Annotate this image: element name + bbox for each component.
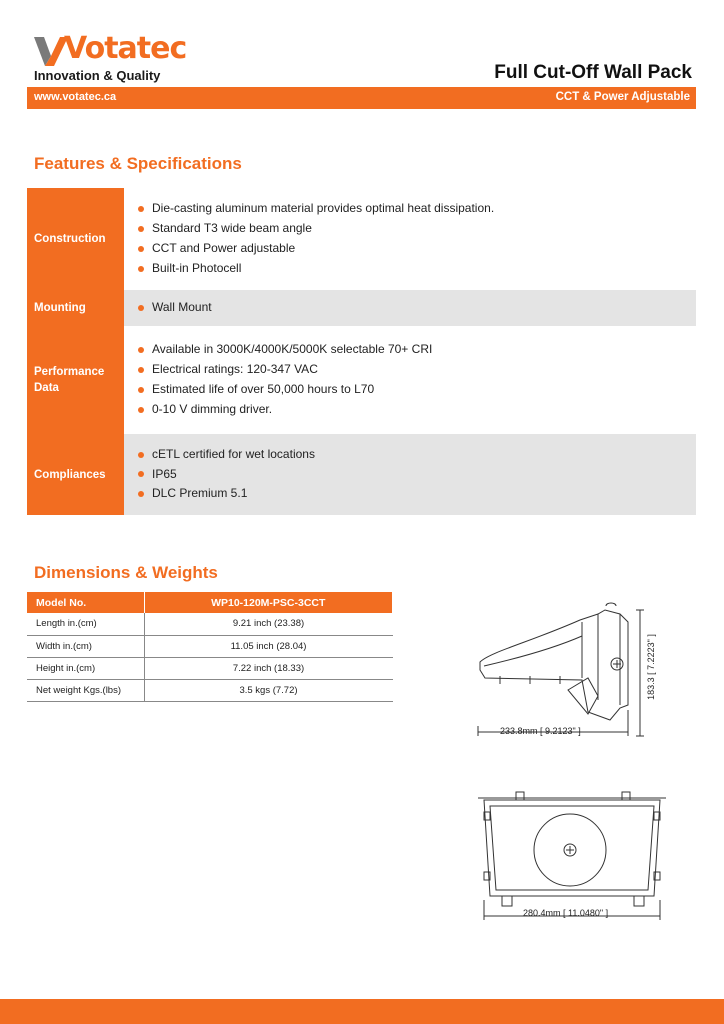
tagline: Innovation & Quality: [34, 68, 161, 83]
table-header-row: [27, 592, 393, 613]
list-item: [138, 219, 696, 239]
list-item-text: IP65: [152, 466, 177, 481]
list-item-text: cETL certified for wet locations: [152, 446, 315, 461]
table-row: [27, 657, 393, 679]
list-item: [138, 239, 696, 259]
votatec-logo: [34, 31, 187, 66]
feature-items: [124, 434, 696, 515]
table-cell: 11.05 inch (28.04): [144, 635, 393, 657]
bullet-icon: [138, 206, 144, 212]
feature-row-performance: [27, 326, 696, 434]
front-width-label: 280.4mm [ 11.0480" ]: [523, 908, 609, 918]
footer-bar: [0, 999, 724, 1024]
list-item-text: CCT and Power adjustable: [152, 241, 296, 255]
feature-items: [124, 188, 696, 290]
feature-row-mounting: [27, 290, 696, 326]
list-item-text: 0-10 V dimming driver.: [152, 401, 273, 416]
features-table: [27, 188, 696, 515]
bullet-icon: [138, 367, 144, 373]
feature-items: [124, 326, 696, 434]
table-cell: Net weight Kgs.(lbs): [27, 679, 144, 701]
side-width-label: 233.8mm [ 9.2123" ]: [500, 726, 581, 736]
feature-row-compliances: [27, 434, 696, 515]
list-item-text: Built-in Photocell: [152, 260, 242, 275]
list-item-text: Electrical ratings: 120-347 VAC: [152, 362, 318, 377]
feature-label: Construction: [27, 188, 124, 290]
feature-row-construction: [27, 188, 696, 290]
table-cell: Length in.(cm): [27, 613, 144, 635]
list-item: [138, 298, 696, 318]
column-header: WP10-120M-PSC-3CCT: [144, 592, 393, 613]
header-banner: [27, 87, 696, 109]
logo-v-mark-icon: [34, 34, 68, 66]
table-cell: Width in.(cm): [27, 635, 144, 657]
bullet-icon: [138, 491, 144, 497]
dimensions-table: [27, 592, 393, 702]
list-item: [138, 484, 696, 504]
table-cell: 3.5 kgs (7.72): [144, 679, 393, 701]
features-heading: Features & Specifications: [34, 154, 242, 173]
front-view-lineart: [468, 784, 676, 926]
feature-items: [124, 290, 696, 326]
list-item: [138, 380, 696, 400]
table-cell: 9.21 inch (23.38): [144, 613, 393, 635]
list-item-text: Estimated life of over 50,000 hours to L70: [152, 382, 375, 396]
product-subtitle: CCT & Power Adjustable: [555, 91, 690, 103]
list-item: [138, 400, 696, 420]
logo-wordmark: Votatec: [64, 31, 187, 66]
feature-label: Compliances: [27, 434, 124, 515]
page-title: Full Cut-Off Wall Pack: [494, 62, 692, 83]
list-item-text: Available in 3000K/4000K/5000K selectable 70+ CRI: [152, 342, 433, 357]
table-cell: Height in.(cm): [27, 657, 144, 679]
bullet-icon: [138, 246, 144, 252]
side-height-label: 183.3 [ 7.2223" ]: [645, 634, 656, 700]
feature-label: Performance Data: [27, 326, 124, 434]
table-cell: 7.22 inch (18.33): [144, 657, 393, 679]
list-item-text: Die-casting aluminum material provides optimal heat dissipation.: [152, 201, 495, 216]
list-item-text: Wall Mount: [152, 300, 212, 315]
bullet-icon: [138, 407, 144, 413]
website-link[interactable]: www.votatec.ca: [34, 91, 117, 103]
side-view-lineart: [470, 600, 670, 746]
list-item: [138, 465, 696, 485]
list-item: [138, 259, 696, 279]
front-view-drawing: [468, 784, 676, 926]
table-row: [27, 635, 393, 657]
list-item-text: DLC Premium 5.1: [152, 486, 248, 501]
bullet-icon: [138, 452, 144, 458]
list-item: [138, 199, 696, 219]
feature-label: Mounting: [27, 290, 124, 326]
column-header: Model No.: [27, 592, 144, 613]
bullet-icon: [138, 226, 144, 232]
list-item: [138, 445, 696, 465]
side-view-drawing: [470, 600, 670, 746]
list-item-text: Standard T3 wide beam angle: [152, 221, 312, 236]
list-item: [138, 340, 696, 360]
table-row: [27, 613, 393, 635]
bullet-icon: [138, 266, 144, 272]
bullet-icon: [138, 305, 144, 311]
dimensions-heading: Dimensions & Weights: [34, 563, 218, 582]
list-item: [138, 360, 696, 380]
bullet-icon: [138, 387, 144, 393]
table-row: [27, 679, 393, 701]
bullet-icon: [138, 471, 144, 477]
bullet-icon: [138, 347, 144, 353]
